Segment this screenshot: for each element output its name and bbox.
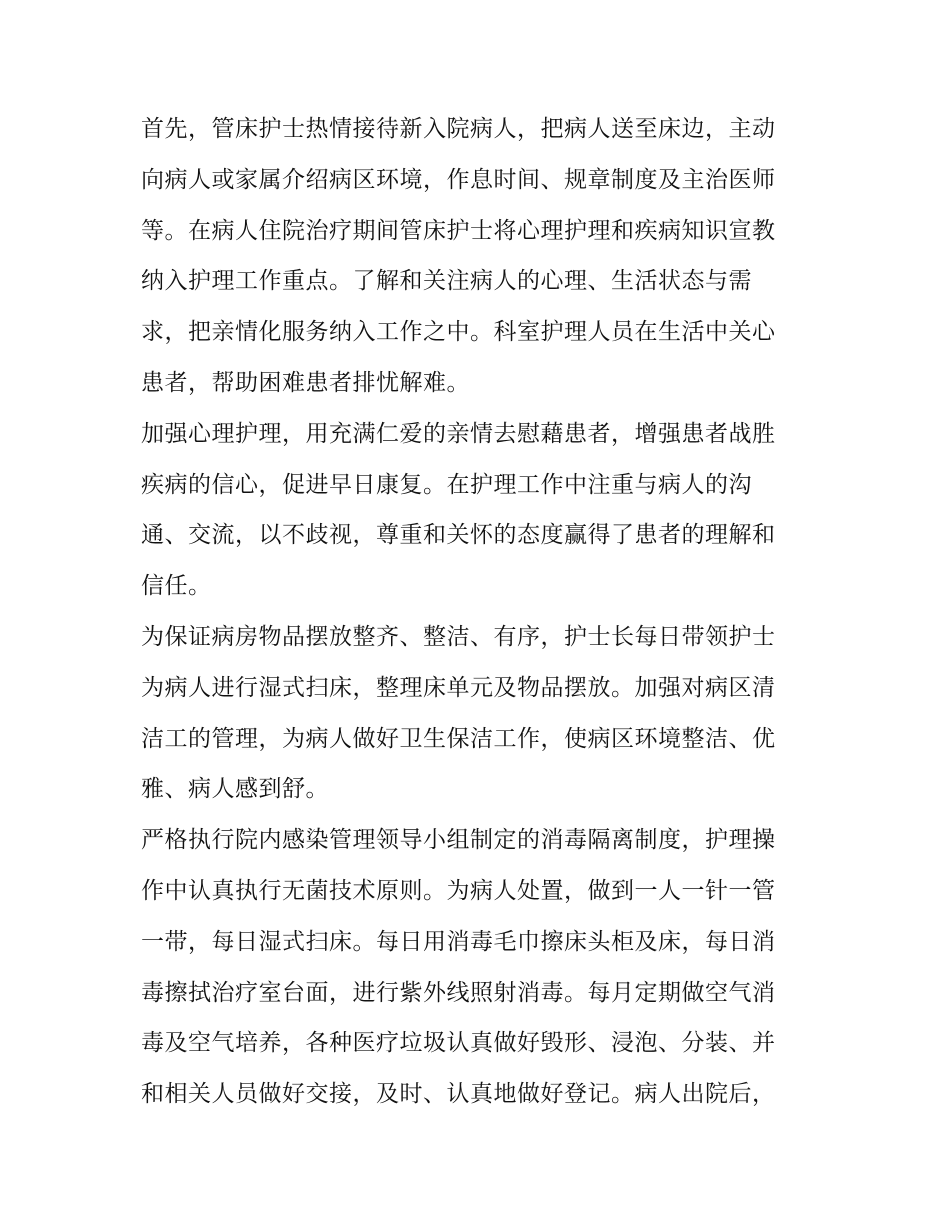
text-line: 加强心理护理，用充满仁爱的亲情去慰藉患者，增强患者战胜 — [141, 420, 776, 447]
text-line: 雅、病人感到舒。 — [141, 776, 329, 803]
text-line: 作中认真执行无菌技术原则。为病人处置，做到一人一针一管 — [141, 877, 776, 904]
text-line: 严格执行院内感染管理领导小组制定的消毒隔离制度，护理操 — [141, 827, 776, 854]
text-line: 为保证病房物品摆放整齐、整洁、有序，护士长每日带领护士 — [141, 623, 776, 650]
text-line: 疾病的信心，促进早日康复。在护理工作中注重与病人的沟 — [141, 471, 752, 498]
text-line: 通、交流，以不歧视，尊重和关怀的态度赢得了患者的理解和 — [141, 522, 776, 549]
text-line: 纳入护理工作重点。了解和关注病人的心理、生活状态与需 — [141, 268, 752, 295]
text-line: 信任。 — [141, 573, 212, 600]
text-line: 毒及空气培养，各种医疗垃圾认真做好毁形、浸泡、分装、并 — [141, 1030, 776, 1057]
text-line: 求，把亲情化服务纳入工作之中。科室护理人员在生活中关心 — [141, 319, 776, 346]
paragraph-admission-care — [141, 104, 813, 409]
document-body — [141, 104, 813, 1120]
text-line: 一带，每日湿式扫床。每日用消毒毛巾擦床头柜及床，每日消 — [141, 928, 776, 955]
text-line: 向病人或家属介绍病区环境，作息时间、规章制度及主治医师 — [141, 166, 776, 193]
text-line: 和相关人员做好交接，及时、认真地做好登记。病人出院后， — [141, 1081, 776, 1108]
text-line: 首先，管床护士热情接待新入院病人，把病人送至床边，主动 — [141, 116, 776, 142]
text-line: 患者，帮助困难患者排忧解难。 — [141, 369, 470, 396]
text-line: 毒擦拭治疗室台面，进行紫外线照射消毒。每月定期做空气消 — [141, 979, 776, 1006]
text-line: 为病人进行湿式扫床，整理床单元及物品摆放。加强对病区清 — [141, 674, 776, 701]
text-line: 洁工的管理，为病人做好卫生保洁工作，使病区环境整洁、优 — [141, 725, 776, 752]
paragraph-infection-control — [141, 815, 813, 1120]
text-line: 等。在病人住院治疗期间管床护士将心理护理和疾病知识宣教 — [141, 217, 776, 244]
paragraph-ward-tidiness — [141, 612, 813, 815]
paragraph-psychological-care — [141, 409, 813, 612]
